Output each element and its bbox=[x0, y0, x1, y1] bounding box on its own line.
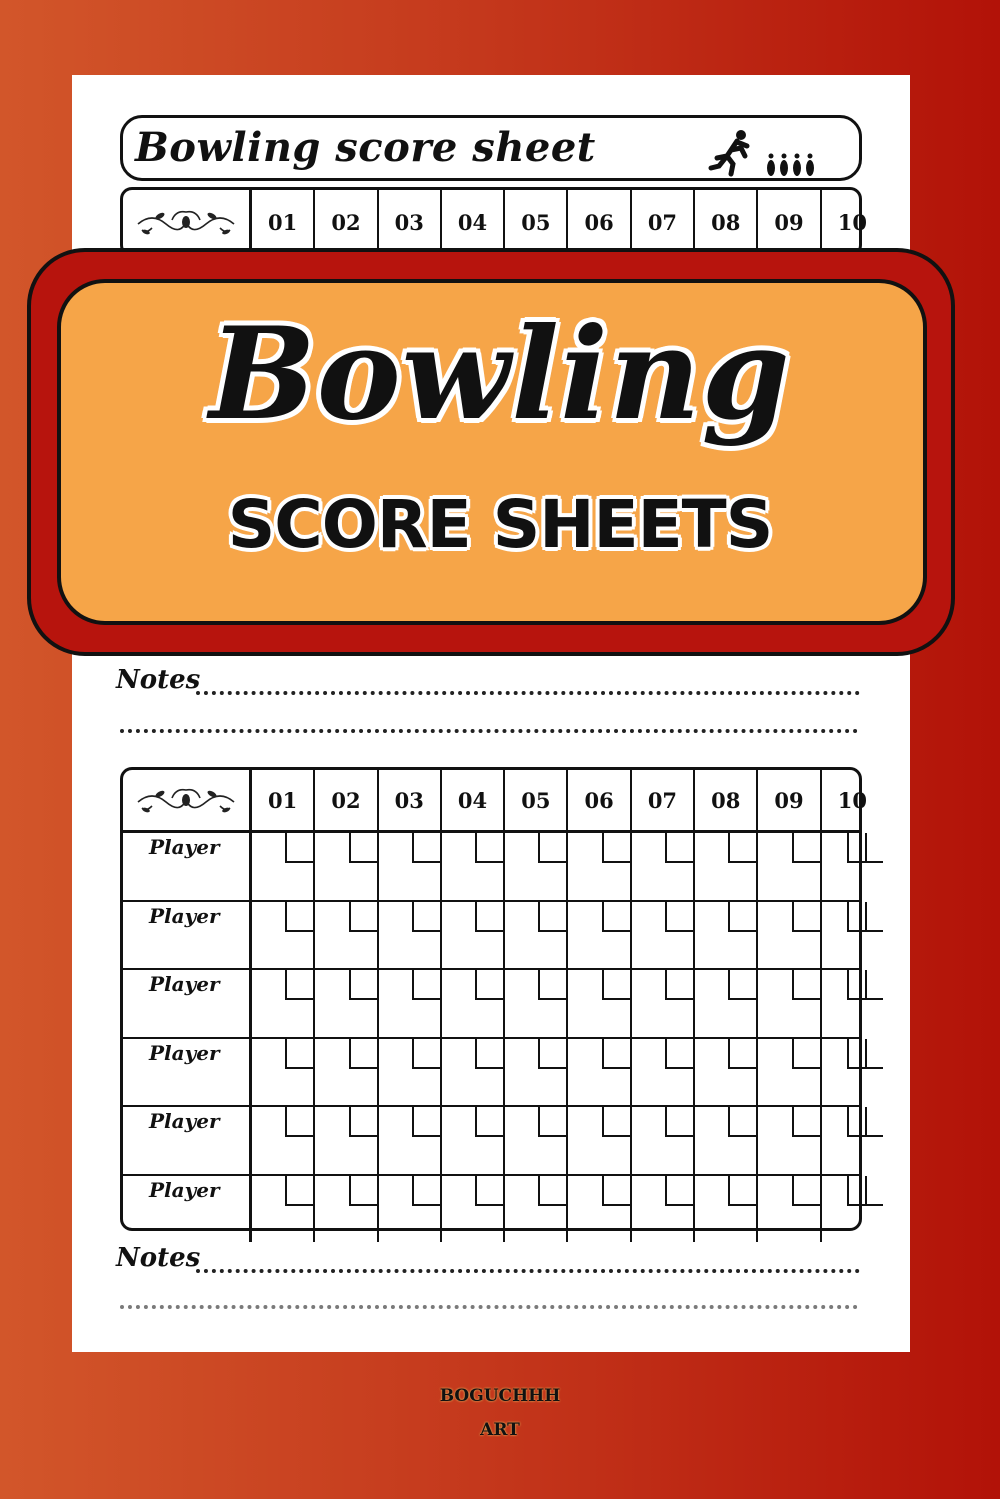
roll-box[interactable] bbox=[847, 833, 865, 863]
frame-header: 02 bbox=[315, 770, 378, 830]
roll-box[interactable] bbox=[847, 970, 865, 1000]
frame-score-cell[interactable] bbox=[632, 1039, 695, 1106]
roll-box[interactable] bbox=[538, 1176, 566, 1206]
frame-score-cell[interactable] bbox=[315, 1039, 378, 1106]
frame-score-cell[interactable] bbox=[379, 970, 442, 1037]
roll-box[interactable] bbox=[665, 833, 693, 863]
roll-box[interactable] bbox=[665, 1039, 693, 1069]
banner-subtitle: SCORE SHEETS bbox=[227, 486, 773, 563]
roll-box[interactable] bbox=[792, 1039, 820, 1069]
frame-score-cell[interactable] bbox=[442, 970, 505, 1037]
player-label: Player bbox=[149, 972, 220, 996]
player-name-cell[interactable] bbox=[123, 902, 252, 969]
frame-score-cell[interactable] bbox=[442, 1176, 505, 1243]
notes-line[interactable] bbox=[116, 1243, 860, 1279]
roll-box[interactable] bbox=[349, 1039, 377, 1069]
roll-box[interactable] bbox=[847, 1176, 865, 1206]
frame-header: 07 bbox=[632, 190, 695, 254]
frame-score-cell[interactable] bbox=[695, 1107, 758, 1174]
frame-header: 09 bbox=[758, 770, 821, 830]
player-row bbox=[123, 1107, 859, 1176]
frame-header: 09 bbox=[758, 190, 821, 254]
frame-score-cell[interactable] bbox=[315, 970, 378, 1037]
roll-box[interactable] bbox=[602, 833, 630, 863]
player-label: Player bbox=[149, 835, 220, 859]
frame-header: 08 bbox=[695, 770, 758, 830]
roll-box[interactable] bbox=[412, 1107, 440, 1137]
player-label: Player bbox=[149, 1177, 220, 1202]
roll-box[interactable] bbox=[538, 902, 566, 932]
roll-box[interactable] bbox=[475, 833, 503, 863]
player-rows bbox=[123, 833, 859, 1242]
frame-score-cell[interactable] bbox=[252, 902, 315, 969]
roll-box[interactable] bbox=[728, 1176, 756, 1206]
frame-score-cell[interactable] bbox=[505, 970, 568, 1037]
floral-ornament-icon bbox=[123, 770, 252, 830]
roll-box[interactable] bbox=[792, 902, 820, 932]
frame-header: 03 bbox=[379, 770, 442, 830]
frame-score-cell[interactable] bbox=[632, 1176, 695, 1243]
frame-score-cell[interactable] bbox=[695, 902, 758, 969]
frame-score-cell[interactable] bbox=[315, 1107, 378, 1174]
roll-box[interactable] bbox=[538, 970, 566, 1000]
player-name-cell[interactable] bbox=[123, 1107, 252, 1174]
roll-box[interactable] bbox=[602, 1107, 630, 1137]
roll-box[interactable] bbox=[349, 902, 377, 932]
frame-score-cell[interactable] bbox=[379, 1107, 442, 1174]
frame-score-cell[interactable] bbox=[822, 970, 883, 1037]
author-name: BOGUCHHH bbox=[439, 1386, 561, 1406]
roll-box[interactable] bbox=[728, 970, 756, 1000]
frame-header: 06 bbox=[568, 190, 631, 254]
roll-box[interactable] bbox=[285, 833, 313, 863]
frame-score-cell[interactable] bbox=[568, 902, 631, 969]
frame-score-cell[interactable] bbox=[758, 833, 821, 900]
frame-score-cell[interactable] bbox=[568, 1039, 631, 1106]
player-name-cell[interactable] bbox=[123, 1039, 252, 1106]
roll-box[interactable] bbox=[538, 1107, 566, 1137]
frame-header: 10 bbox=[837, 209, 867, 235]
frame-score-cell[interactable] bbox=[442, 833, 505, 900]
frame-header: 06 bbox=[568, 770, 631, 830]
frame-header: 01 bbox=[252, 190, 315, 254]
title-bar bbox=[120, 115, 862, 181]
player-row bbox=[123, 970, 859, 1039]
frame-header: 07 bbox=[632, 770, 695, 830]
frame-header-row bbox=[123, 770, 867, 833]
roll-box[interactable] bbox=[412, 1039, 440, 1069]
frame-score-cell[interactable] bbox=[315, 1176, 378, 1243]
roll-box[interactable] bbox=[538, 1039, 566, 1069]
roll-box[interactable] bbox=[475, 1107, 503, 1137]
frame-score-cell[interactable] bbox=[505, 1107, 568, 1174]
roll-box[interactable] bbox=[847, 1039, 865, 1069]
player-row bbox=[123, 1176, 859, 1243]
roll-box[interactable] bbox=[475, 1039, 503, 1069]
frame-score-cell[interactable] bbox=[252, 1039, 315, 1106]
frame-score-cell[interactable] bbox=[505, 833, 568, 900]
frame-score-cell[interactable] bbox=[379, 1176, 442, 1243]
frame-header: 08 bbox=[695, 190, 758, 254]
roll-box[interactable] bbox=[602, 1039, 630, 1069]
frame-score-cell[interactable] bbox=[252, 970, 315, 1037]
frame-header: 03 bbox=[379, 190, 442, 254]
frame-score-cell[interactable] bbox=[695, 1176, 758, 1243]
roll-box[interactable] bbox=[728, 1107, 756, 1137]
roll-box[interactable] bbox=[349, 833, 377, 863]
roll-box[interactable] bbox=[865, 1039, 883, 1069]
roll-box[interactable] bbox=[728, 1039, 756, 1069]
frame-score-cell[interactable] bbox=[568, 970, 631, 1037]
frame-score-cell[interactable] bbox=[505, 902, 568, 969]
frame-score-cell[interactable] bbox=[758, 1107, 821, 1174]
roll-box[interactable] bbox=[285, 902, 313, 932]
roll-box[interactable] bbox=[847, 902, 865, 932]
player-name-cell[interactable] bbox=[123, 970, 252, 1037]
top-score-grid bbox=[120, 187, 867, 257]
roll-box[interactable] bbox=[865, 902, 883, 932]
frame-score-cell[interactable] bbox=[505, 1176, 568, 1243]
frame-score-cell[interactable] bbox=[315, 833, 378, 900]
roll-box[interactable] bbox=[602, 902, 630, 932]
frame-score-cell[interactable] bbox=[568, 833, 631, 900]
roll-box[interactable] bbox=[412, 833, 440, 863]
roll-box[interactable] bbox=[602, 970, 630, 1000]
frame-score-cell[interactable] bbox=[822, 1107, 883, 1174]
frame-score-cell[interactable] bbox=[379, 1039, 442, 1106]
notes-label: Notes bbox=[116, 665, 201, 695]
frame-score-cell[interactable] bbox=[822, 902, 883, 969]
roll-box[interactable] bbox=[538, 833, 566, 863]
roll-box[interactable] bbox=[602, 1176, 630, 1206]
frame-header: 04 bbox=[442, 770, 505, 830]
frame-score-cell[interactable] bbox=[379, 833, 442, 900]
main-score-grid bbox=[120, 767, 867, 1231]
roll-box[interactable] bbox=[665, 1107, 693, 1137]
frame-score-cell[interactable] bbox=[758, 1039, 821, 1106]
frame-score-cell[interactable] bbox=[695, 1039, 758, 1106]
frame-score-cell[interactable] bbox=[252, 1107, 315, 1174]
frame-header: 05 bbox=[505, 190, 568, 254]
roll-box[interactable] bbox=[792, 970, 820, 1000]
frame-score-cell[interactable] bbox=[632, 1107, 695, 1174]
roll-box[interactable] bbox=[792, 833, 820, 863]
roll-box[interactable] bbox=[792, 1107, 820, 1137]
player-name-cell[interactable] bbox=[123, 1176, 252, 1243]
frame-score-cell[interactable] bbox=[632, 970, 695, 1037]
frame-score-cell[interactable] bbox=[632, 833, 695, 900]
frame-score-cell[interactable] bbox=[568, 1107, 631, 1174]
notes-dotted-line bbox=[196, 1269, 860, 1273]
notes-label: Notes bbox=[116, 1243, 201, 1273]
roll-box[interactable] bbox=[665, 1176, 693, 1206]
roll-box[interactable] bbox=[285, 1107, 313, 1137]
frame-score-cell[interactable] bbox=[822, 1176, 883, 1243]
roll-box[interactable] bbox=[475, 1176, 503, 1206]
roll-box[interactable] bbox=[865, 1176, 883, 1206]
frame-score-cell[interactable] bbox=[758, 1176, 821, 1243]
roll-box[interactable] bbox=[792, 1176, 820, 1206]
frame-score-cell[interactable] bbox=[252, 833, 315, 900]
player-row bbox=[123, 1039, 859, 1108]
notes-line[interactable] bbox=[116, 665, 860, 701]
player-label: Player bbox=[149, 1040, 220, 1065]
roll-box[interactable] bbox=[349, 1176, 377, 1206]
roll-box[interactable] bbox=[412, 902, 440, 932]
frame-score-cell[interactable] bbox=[442, 902, 505, 969]
bowler-icon bbox=[701, 128, 761, 176]
pins-icon bbox=[763, 148, 819, 176]
notes-dotted-line[interactable] bbox=[120, 729, 858, 733]
roll-box[interactable] bbox=[412, 1176, 440, 1206]
frame-score-cell[interactable] bbox=[822, 833, 883, 900]
frame-score-cell[interactable] bbox=[632, 902, 695, 969]
frame-header: 04 bbox=[442, 190, 505, 254]
roll-box[interactable] bbox=[285, 1176, 313, 1206]
roll-box[interactable] bbox=[475, 970, 503, 1000]
frame-score-cell[interactable] bbox=[758, 970, 821, 1037]
notes-dotted-line bbox=[196, 691, 860, 695]
frame-score-cell[interactable] bbox=[568, 1176, 631, 1243]
roll-box[interactable] bbox=[728, 902, 756, 932]
roll-box[interactable] bbox=[865, 970, 883, 1000]
frame-score-cell[interactable] bbox=[315, 902, 378, 969]
player-label: Player bbox=[149, 903, 220, 928]
frame-header: 01 bbox=[252, 770, 315, 830]
roll-box[interactable] bbox=[475, 902, 503, 932]
frame-score-cell[interactable] bbox=[252, 1176, 315, 1243]
frame-header: 02 bbox=[315, 190, 378, 254]
frame-score-cell[interactable] bbox=[758, 902, 821, 969]
frame-score-cell[interactable] bbox=[822, 1039, 883, 1106]
roll-box[interactable] bbox=[728, 833, 756, 863]
roll-box[interactable] bbox=[665, 902, 693, 932]
frame-score-cell[interactable] bbox=[442, 1107, 505, 1174]
frame-header: 10 bbox=[837, 787, 867, 813]
frame-score-cell[interactable] bbox=[379, 902, 442, 969]
player-row bbox=[123, 833, 859, 902]
roll-box[interactable] bbox=[665, 970, 693, 1000]
roll-box[interactable] bbox=[412, 970, 440, 1000]
frame-header: 05 bbox=[505, 770, 568, 830]
frame-header-row bbox=[123, 190, 867, 254]
frame-score-cell[interactable] bbox=[442, 1039, 505, 1106]
frame-score-cell[interactable] bbox=[505, 1039, 568, 1106]
roll-box[interactable] bbox=[349, 1107, 377, 1137]
player-label: Player bbox=[149, 1109, 220, 1133]
sheet-title: Bowling score sheet bbox=[135, 124, 596, 171]
roll-box[interactable] bbox=[865, 833, 883, 863]
roll-box[interactable] bbox=[865, 1107, 883, 1137]
player-name-cell[interactable] bbox=[123, 833, 252, 900]
floral-ornament-icon bbox=[123, 190, 252, 254]
notes-dotted-line[interactable] bbox=[120, 1305, 858, 1309]
roll-box[interactable] bbox=[285, 1039, 313, 1069]
author-suffix: ART bbox=[480, 1420, 520, 1440]
roll-box[interactable] bbox=[285, 970, 313, 1000]
banner-title: Bowling bbox=[209, 300, 791, 448]
roll-box[interactable] bbox=[847, 1107, 865, 1137]
player-row bbox=[123, 902, 859, 971]
roll-box[interactable] bbox=[349, 970, 377, 1000]
frame-score-cell[interactable] bbox=[695, 970, 758, 1037]
frame-score-cell[interactable] bbox=[695, 833, 758, 900]
